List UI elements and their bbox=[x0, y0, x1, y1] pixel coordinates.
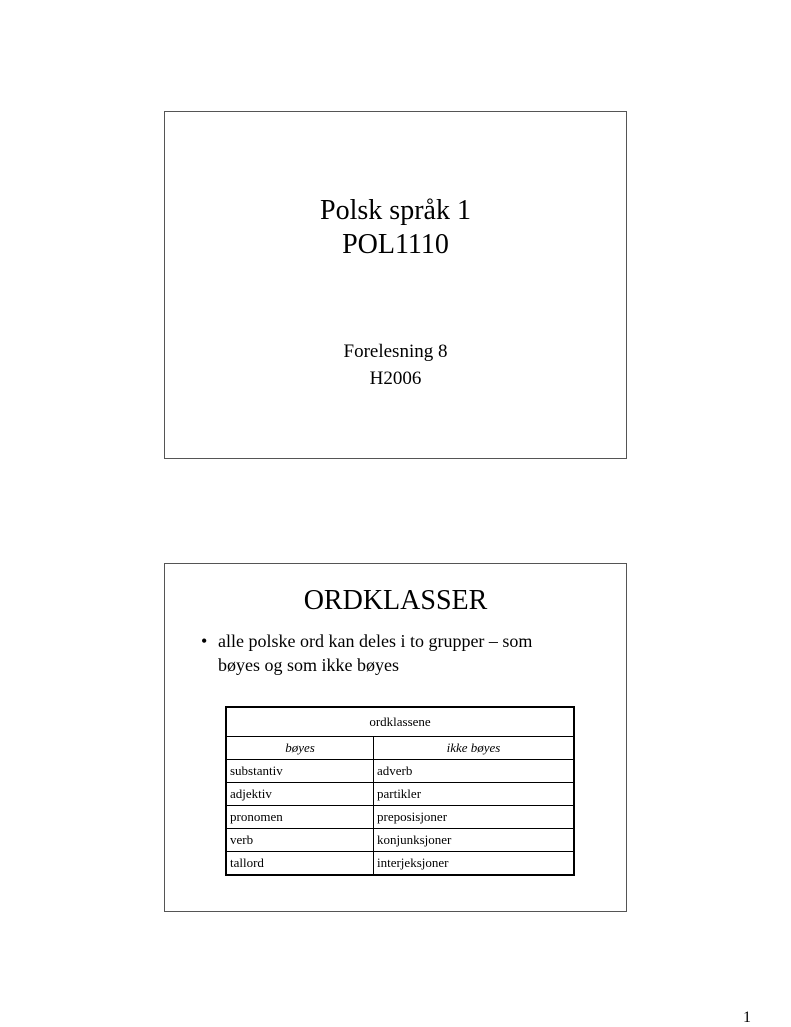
bullet-marker: • bbox=[201, 631, 208, 651]
table-row bbox=[226, 829, 574, 852]
bullet-point bbox=[201, 629, 601, 677]
table-row bbox=[226, 852, 574, 876]
table-cell: partikler bbox=[373, 783, 574, 806]
table-caption: ordklassene bbox=[226, 707, 574, 737]
page-number: 1 bbox=[743, 1009, 751, 1026]
table-cell: tallord bbox=[226, 852, 373, 876]
column-header-uninflected: ikke bøyes bbox=[373, 737, 574, 760]
bullet-text bbox=[218, 629, 601, 677]
lecture-label: Forelesning 8 bbox=[343, 341, 448, 362]
word-class-table bbox=[225, 706, 575, 876]
semester-label: H2006 bbox=[369, 368, 422, 389]
slide-2-title: ORDKLASSER bbox=[303, 585, 488, 616]
slide-2 bbox=[164, 563, 627, 912]
bullet-text-line-1: alle polske ord kan deles i to grupper – som bbox=[218, 631, 533, 651]
table-cell: konjunksjoner bbox=[373, 829, 574, 852]
table-row bbox=[226, 806, 574, 829]
course-name: Polsk språk 1 bbox=[320, 195, 471, 226]
table-cell: preposisjoner bbox=[373, 806, 574, 829]
bullet-text-line-2: bøyes og som ikke bøyes bbox=[218, 655, 399, 675]
column-header-inflected: bøyes bbox=[226, 737, 373, 760]
table-cell: adjektiv bbox=[226, 783, 373, 806]
table-cell: verb bbox=[226, 829, 373, 852]
course-code: POL1110 bbox=[342, 229, 449, 260]
table-row bbox=[226, 783, 574, 806]
slide-1-title bbox=[165, 194, 626, 262]
table-cell: pronomen bbox=[226, 806, 373, 829]
table-cell: interjeksjoner bbox=[373, 852, 574, 876]
slide-1 bbox=[164, 111, 627, 459]
table-row bbox=[226, 760, 574, 783]
table-cell: adverb bbox=[373, 760, 574, 783]
slide-1-subtitle bbox=[165, 338, 626, 392]
table-cell: substantiv bbox=[226, 760, 373, 783]
